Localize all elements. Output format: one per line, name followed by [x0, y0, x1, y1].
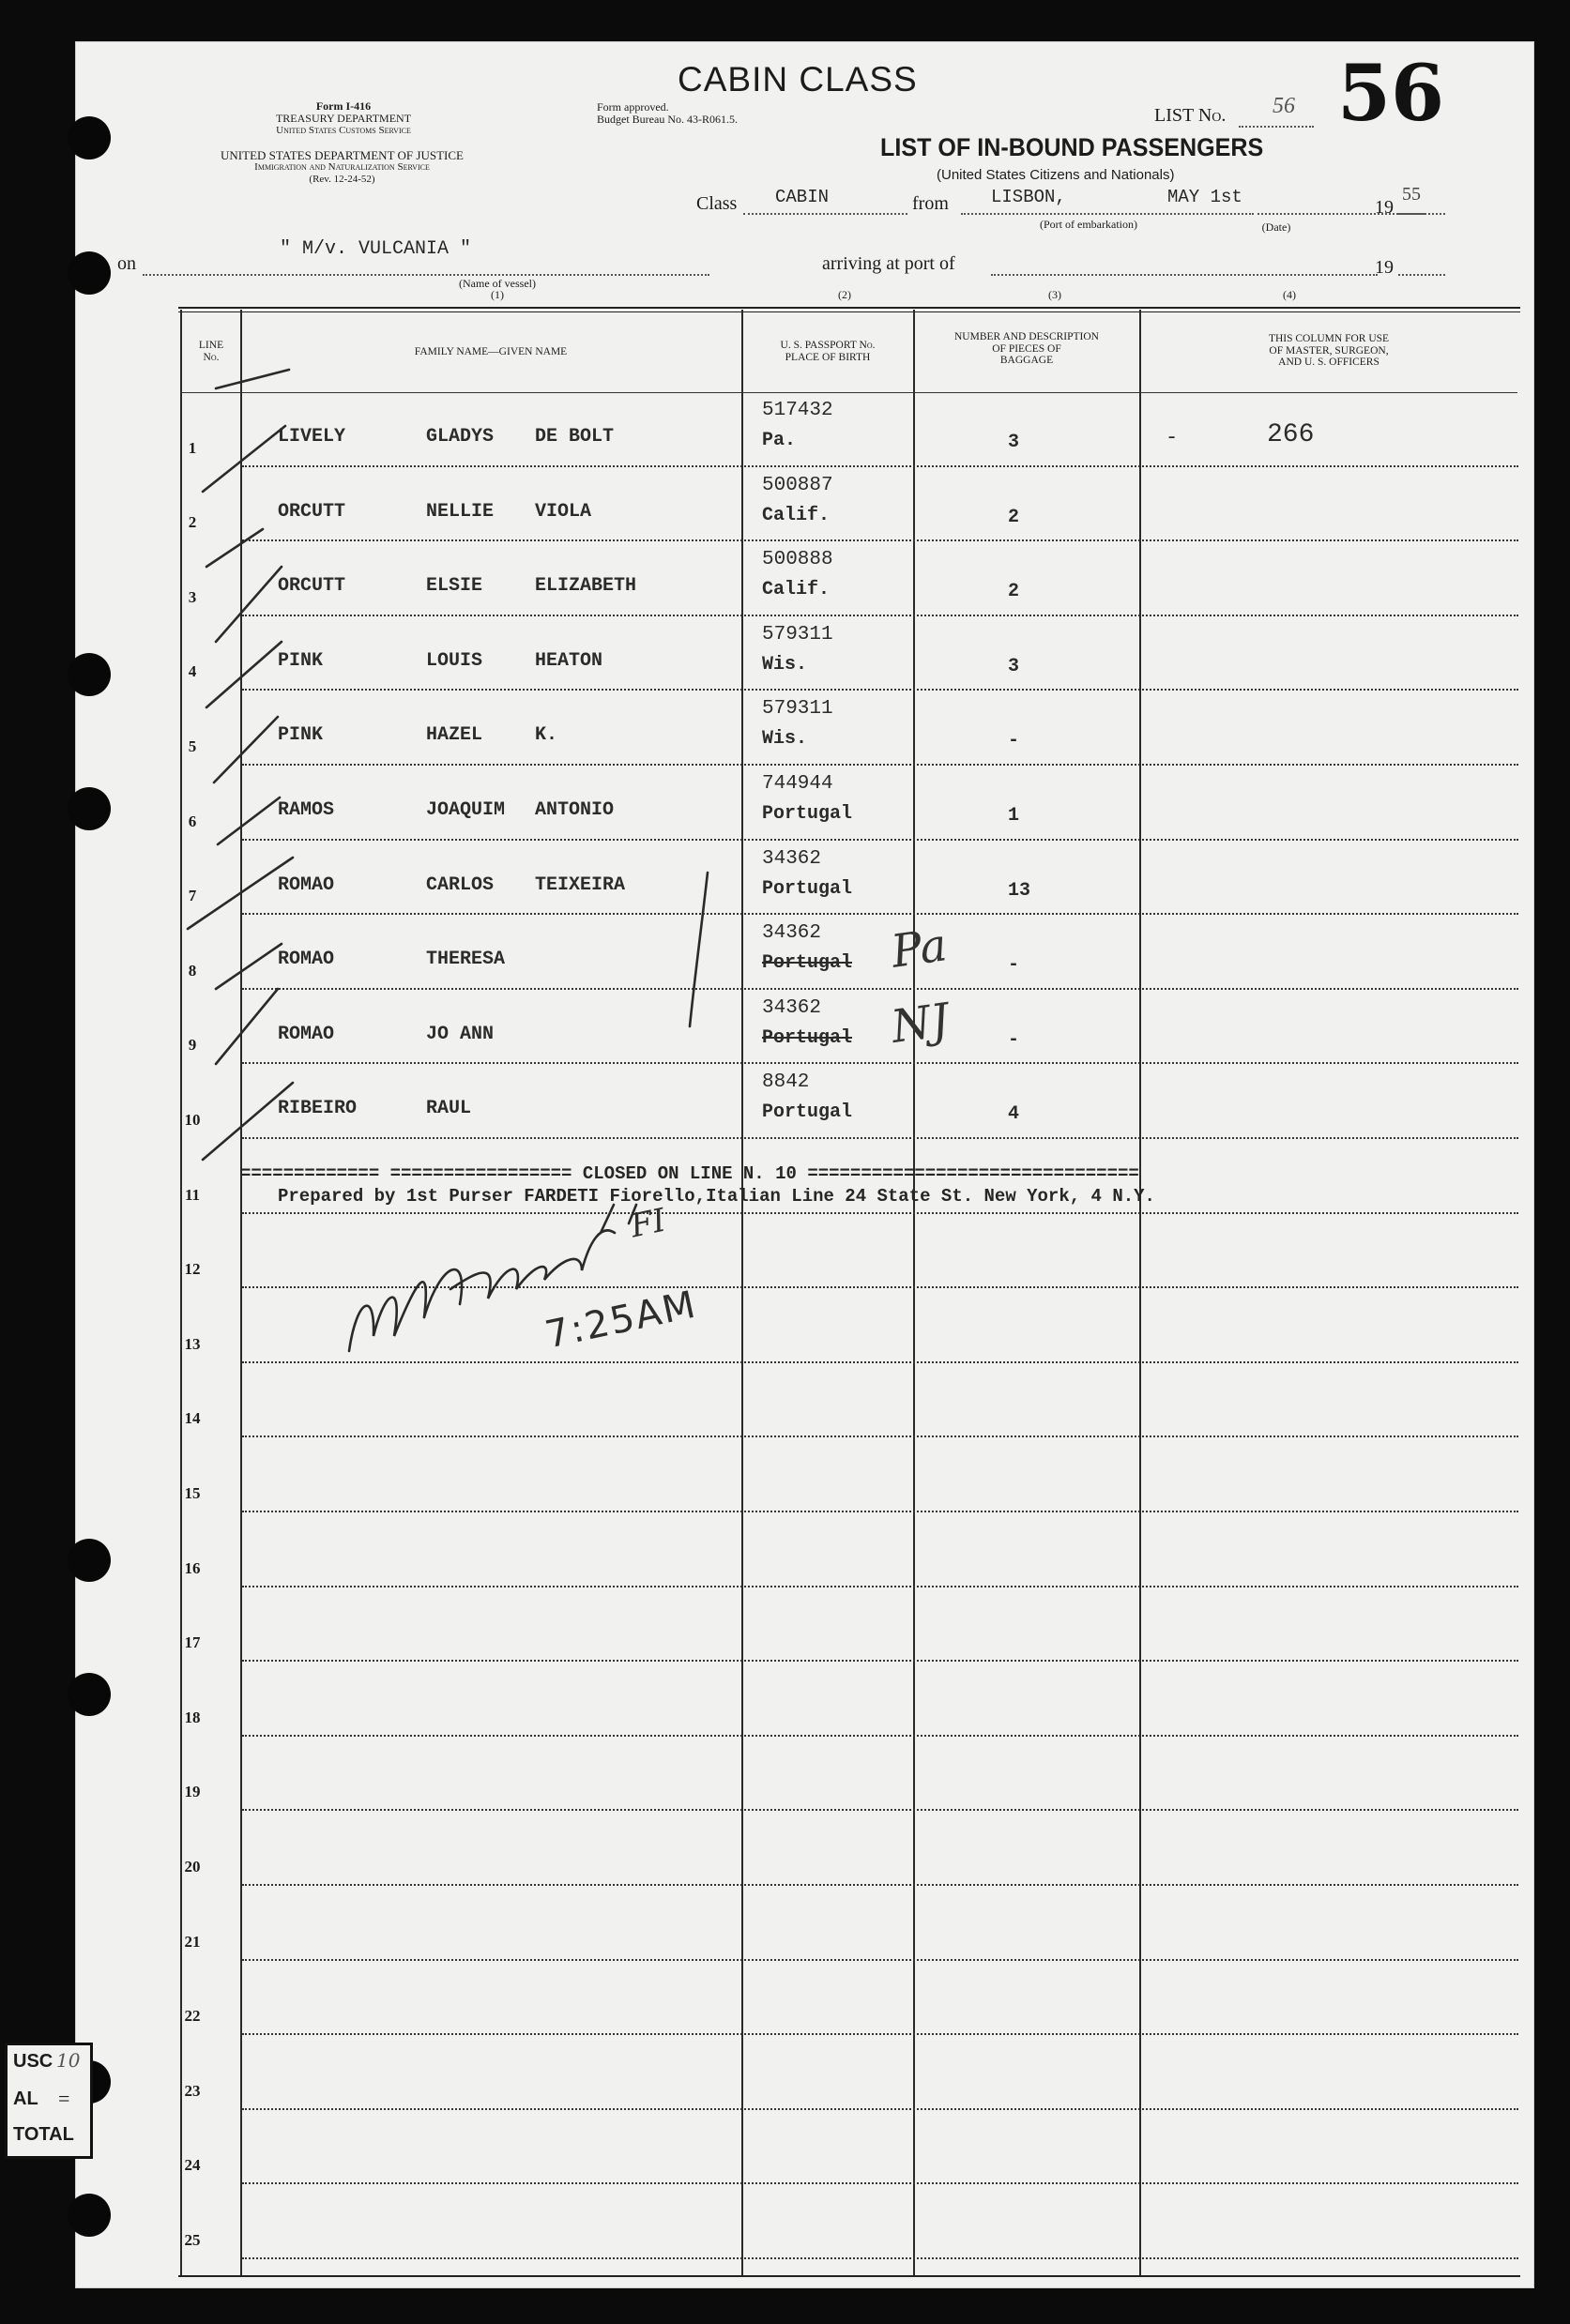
given-name-2: TEIXEIRA: [535, 874, 626, 896]
line-number: 12: [184, 1260, 201, 1278]
family-name: PINK: [278, 650, 324, 672]
passport-number: 500887: [762, 475, 833, 496]
header-baggage-3: BAGGAGE: [999, 355, 1054, 366]
line-number: 14: [184, 1409, 201, 1427]
given-name: LOUIS: [426, 650, 483, 672]
line-number: 4: [188, 662, 197, 680]
baggage-count: 4: [1008, 1103, 1020, 1125]
line-number: 7: [188, 887, 197, 904]
header-name: FAMILY NAME—GIVEN NAME: [414, 346, 568, 357]
on-label: on: [117, 253, 136, 274]
line-number: 9: [188, 1036, 197, 1054]
line-number: 23: [184, 2082, 201, 2100]
given-name: JO ANN: [426, 1024, 495, 1045]
given-name-2: HEATON: [535, 650, 603, 672]
manifest-page: [75, 41, 1534, 2288]
given-name: HAZEL: [426, 724, 483, 746]
form-approved-line: Form approved.: [597, 100, 669, 114]
passport-number: 579311: [762, 624, 833, 646]
baggage-count: -: [1008, 1029, 1020, 1051]
given-name: JOAQUIM: [426, 799, 506, 821]
prepared-by-text: Prepared by 1st Purser FARDETI Fiorello,Italian Line 24 State St. New York, 4 N.Y.: [278, 1186, 1155, 1207]
line-number: 15: [184, 1484, 201, 1502]
given-name-2: DE BOLT: [535, 426, 615, 448]
passport-number: 34362: [762, 997, 822, 1019]
place-of-birth: Portugal: [762, 1101, 853, 1123]
given-name-2: VIOLA: [535, 501, 592, 523]
header-line-no-2: No.: [203, 351, 220, 363]
handwritten-initials: FI: [627, 1201, 669, 1246]
stamp-usc-mark: 10: [56, 2049, 81, 2072]
passport-number: 517432: [762, 400, 833, 421]
family-name: ORCUTT: [278, 501, 346, 523]
line-number: 11: [184, 1186, 201, 1204]
baggage-count: 3: [1008, 432, 1020, 453]
place-of-birth: Portugal: [762, 952, 853, 974]
vessel-column-number: (1): [491, 288, 504, 301]
header-officers-2: OF MASTER, SURGEON,: [1269, 344, 1389, 357]
line-number: 5: [188, 737, 197, 755]
family-name: ROMAO: [278, 874, 335, 896]
passport-number: 8842: [762, 1071, 810, 1093]
form-subtitle: (United States Citizens and Nationals): [937, 167, 1175, 183]
officer-note-dash: -: [1166, 426, 1179, 449]
closed-rule-left: ============= =================: [240, 1163, 572, 1184]
line-number: 19: [184, 1783, 201, 1800]
family-name: LIVELY: [278, 426, 346, 448]
line-number: 18: [184, 1709, 201, 1726]
column-number-4: (4): [1283, 288, 1296, 301]
baggage-count: 3: [1008, 656, 1020, 677]
header-baggage-1: NUMBER AND DESCRIPTION: [954, 331, 1099, 342]
given-name: RAUL: [426, 1098, 472, 1119]
birth-correction: Pa: [888, 919, 951, 979]
baggage-count: -: [1008, 954, 1020, 976]
justice-dept-line: UNITED STATES DEPARTMENT OF JUSTICE: [221, 148, 464, 162]
date-value: MAY 1st: [1167, 187, 1242, 207]
line-number: 1: [188, 439, 197, 457]
line-number: 10: [184, 1111, 201, 1129]
line-number: 2: [188, 513, 197, 531]
arriving-label: arriving at port of: [822, 253, 955, 274]
line-number: 8: [188, 962, 197, 980]
vessel-name-value: " M/v. VULCANIA ": [280, 238, 472, 260]
line-number: 13: [184, 1335, 201, 1353]
passport-number: 744944: [762, 773, 833, 795]
given-name: NELLIE: [426, 501, 495, 523]
line-number: 22: [184, 2007, 201, 2025]
line-number: 3: [188, 588, 197, 606]
place-of-birth: Portugal: [762, 803, 853, 825]
header-passport-2: PLACE OF BIRTH: [785, 351, 871, 363]
form-id-line: Form I-416: [315, 99, 372, 113]
form-dept-line: TREASURY DEPARTMENT: [275, 112, 412, 125]
line-number: 20: [184, 1858, 201, 1876]
given-name: GLADYS: [426, 426, 495, 448]
line-number: 16: [184, 1559, 201, 1577]
place-of-birth: Portugal: [762, 878, 853, 900]
place-of-birth: Wis.: [762, 728, 808, 750]
family-name: ROMAO: [278, 1024, 335, 1045]
stamp-al-mark: =: [58, 2087, 70, 2110]
given-name: ELSIE: [426, 575, 483, 597]
baggage-count: 2: [1008, 507, 1020, 528]
form-service-line: United States Customs Service: [276, 125, 411, 136]
column-number-3: (3): [1048, 288, 1061, 301]
column-number-2: (2): [838, 288, 851, 301]
year-prefix: 19: [1375, 197, 1394, 218]
line-number: 24: [184, 2156, 201, 2174]
place-of-birth: Pa.: [762, 430, 797, 451]
closed-rule-right: ===============================: [807, 1163, 1139, 1184]
year-value: 55: [1402, 184, 1421, 205]
revision-line: (Rev. 12-24-52): [309, 174, 375, 185]
given-name-2: ANTONIO: [535, 799, 615, 821]
header-line-no-1: LINE: [198, 340, 224, 351]
baggage-count: -: [1008, 730, 1020, 752]
birth-correction: NJ: [888, 994, 953, 1054]
ins-line: Immigration and Naturalization Service: [254, 161, 430, 173]
baggage-count: 1: [1008, 805, 1020, 827]
handwriting-svg: [75, 41, 1534, 2288]
baggage-count: 13: [1008, 880, 1031, 902]
closed-text: CLOSED ON LINE N. 10: [582, 1163, 797, 1184]
budget-bureau-line: Budget Bureau No. 43-R061.5.: [597, 113, 738, 126]
passport-number: 579311: [762, 698, 833, 720]
passport-number: 34362: [762, 922, 822, 944]
given-name-2: ELIZABETH: [535, 575, 637, 597]
stamp-total: TOTAL: [13, 2124, 74, 2145]
header-passport-1: U. S. PASSPORT No.: [780, 340, 876, 351]
arriving-year-prefix: 19: [1375, 257, 1394, 278]
date-caption: (Date): [1261, 220, 1291, 234]
family-name: ROMAO: [278, 949, 335, 970]
stamp-al: AL: [13, 2089, 38, 2109]
family-name: PINK: [278, 724, 324, 746]
place-of-birth: Calif.: [762, 505, 831, 526]
usc-stamp: [5, 2043, 93, 2159]
family-name: RAMOS: [278, 799, 335, 821]
class-value: CABIN: [775, 187, 830, 207]
list-number-written: 56: [1273, 94, 1295, 118]
cabin-class-heading: CABIN CLASS: [678, 60, 918, 99]
given-name: THERESA: [426, 949, 506, 970]
header-officers-3: AND U. S. OFFICERS: [1278, 357, 1379, 368]
officer-note: 266: [1267, 420, 1315, 449]
place-of-birth: Portugal: [762, 1027, 853, 1049]
given-name-2: K.: [535, 724, 558, 746]
given-name: CARLOS: [426, 874, 495, 896]
line-number: 25: [184, 2231, 201, 2249]
stamp-usc: USC: [13, 2051, 53, 2072]
header-officers-1: THIS COLUMN FOR USE: [1268, 333, 1390, 344]
list-number-stamp: 56: [1337, 49, 1445, 139]
from-label: from: [912, 193, 949, 214]
form-title: LIST OF IN-BOUND PASSENGERS: [880, 133, 1264, 161]
class-label: Class: [696, 193, 738, 214]
passport-number: 500888: [762, 549, 833, 570]
check-mark: [216, 370, 289, 388]
vessel-caption: (Name of vessel): [459, 277, 536, 290]
family-name: RIBEIRO: [278, 1098, 358, 1119]
baggage-count: 2: [1008, 581, 1020, 602]
family-name: ORCUTT: [278, 575, 346, 597]
line-number: 6: [188, 813, 197, 830]
port-of-embarkation-value: LISBON,: [991, 187, 1066, 207]
place-of-birth: Wis.: [762, 654, 808, 676]
line-number: 17: [184, 1633, 201, 1651]
header-baggage-2: OF PIECES OF: [992, 342, 1061, 355]
place-of-birth: Calif.: [762, 579, 831, 600]
passport-number: 34362: [762, 848, 822, 870]
line-number: 21: [184, 1933, 201, 1951]
handwritten-time: 7:25AM: [541, 1283, 701, 1358]
port-caption: (Port of embarkation): [1040, 218, 1137, 231]
list-number-label: LIST No.: [1154, 105, 1227, 126]
